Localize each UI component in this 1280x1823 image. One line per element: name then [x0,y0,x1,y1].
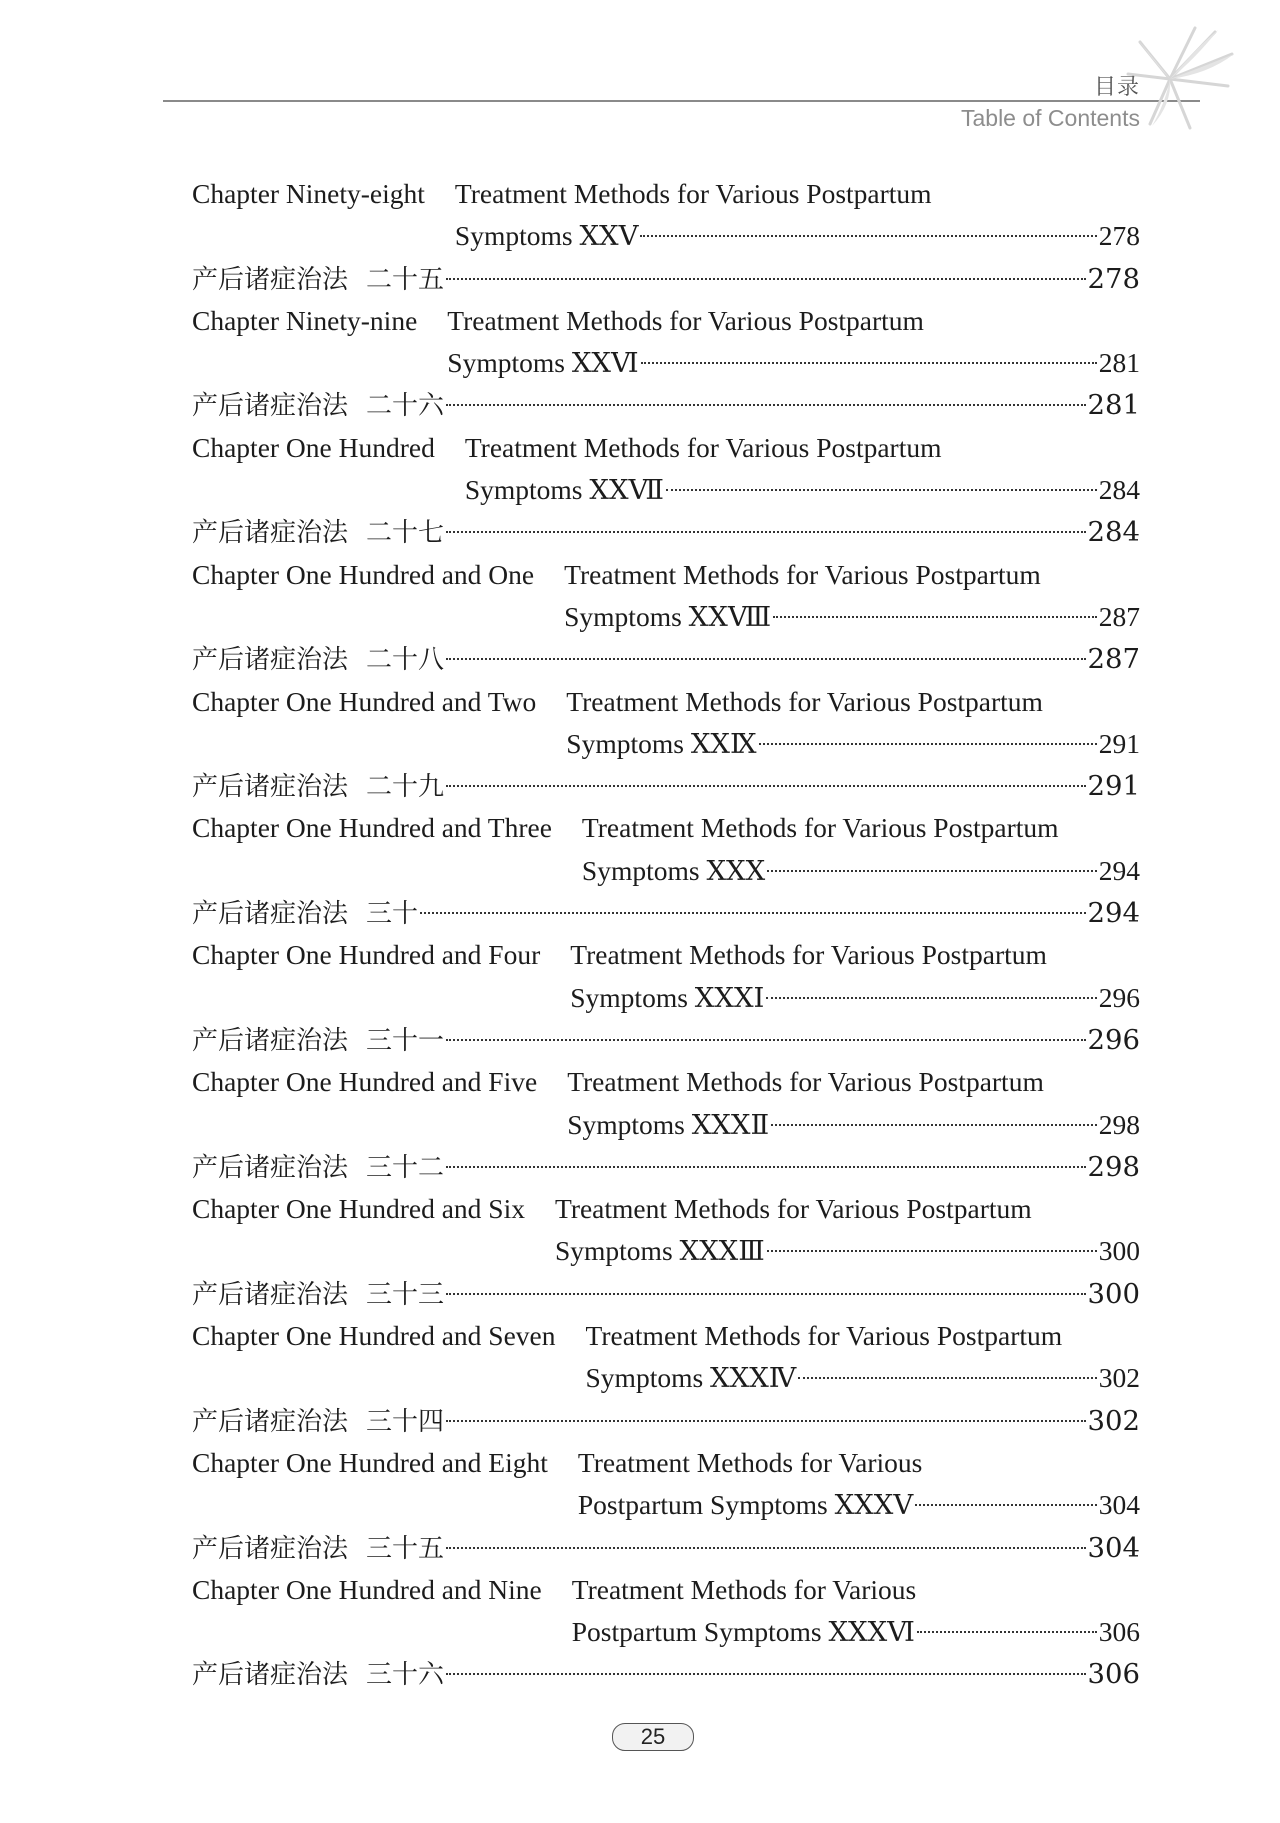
chapter-number: Chapter One Hundred and Eight [192,1446,548,1478]
chinese-number: 二十八 [366,645,445,676]
toc-entry[interactable] [192,934,1140,1061]
chapter-page: 291 [1098,727,1140,759]
toc-chinese-line [192,258,1140,300]
toc-chinese-line [192,638,1140,680]
toc-entry[interactable] [192,1569,1140,1696]
chapter-page: 284 [1098,474,1140,506]
chapter-title-line1: Treatment Methods for Various Postpartum [454,178,932,209]
chinese-number: 三十四 [366,1406,445,1437]
chapter-title-line1: Treatment Methods for Various Postpartum [581,812,1059,844]
chapter-page: 304 [1098,1489,1140,1521]
chinese-number: 三十六 [366,1660,445,1691]
dot-leader [771,1124,1097,1126]
chapter-title-line2: Symptoms ⅩⅩⅩ [581,854,766,886]
dot-leader [767,1250,1097,1252]
chinese-page: 284 [1087,516,1140,549]
toc-chapter-line [192,554,1140,596]
chinese-title: 产后诸症治法 [192,264,349,295]
chinese-page: 302 [1087,1404,1140,1437]
toc-chinese-line [192,1019,1140,1061]
toc-chapter-line [192,1442,1140,1484]
chapter-page: 302 [1098,1362,1140,1394]
dot-leader [759,743,1097,745]
toc-entry[interactable] [192,807,1140,934]
toc-chapter-line [192,427,1140,469]
dot-leader [666,489,1097,491]
chapter-title-line2: Symptoms ⅩⅩⅨ [566,727,757,759]
toc-chapter-line [192,173,1140,215]
dot-leader [446,404,1085,406]
chinese-title: 产后诸症治法 [192,518,349,549]
chapter-title-line2: Symptoms ⅩⅩⅤ [454,220,639,252]
toc-chapter-line2 [192,469,1140,511]
toc-chinese-line [192,1527,1140,1569]
chapter-title-line1: Treatment Methods for Various Postpartum [570,939,1047,971]
toc-chapter-line [192,1569,1140,1611]
chapter-title-line1: Treatment Methods for Various Postpartum [447,304,924,336]
toc-chapter-line [192,300,1140,342]
chapter-title-line1: Treatment Methods for Various Postpartum [585,1320,1063,1352]
toc-chinese-line [192,1273,1140,1315]
toc-chinese-line [192,384,1140,426]
chapter-number: Chapter One Hundred and Six [192,1193,525,1225]
chapter-title-line2: Symptoms ⅩⅩⅧ [564,600,772,632]
dot-leader [446,531,1085,533]
chapter-number: Chapter One Hundred and Two [192,685,537,717]
chapter-page: 278 [1098,220,1140,252]
chinese-page: 291 [1087,770,1140,803]
page-number: 25 [612,1723,694,1751]
dot-leader [420,912,1085,914]
toc-chinese-line [192,892,1140,934]
chapter-number: Chapter One Hundred and Four [192,939,541,971]
chinese-number: 二十七 [366,518,445,549]
chapter-title-line2: Symptoms ⅩⅩⅩⅠ [570,981,765,1013]
chinese-number: 三十 [366,899,419,930]
chinese-number: 三十二 [366,1152,445,1183]
toc-entry[interactable] [192,554,1140,681]
chinese-page: 300 [1087,1277,1140,1310]
chinese-number: 二十六 [366,391,445,422]
toc-chinese-line [192,1146,1140,1188]
chapter-page: 296 [1098,981,1140,1013]
toc-chinese-line [192,765,1140,807]
chinese-page: 298 [1087,1150,1140,1183]
chapter-number: Chapter One Hundred and Five [192,1066,538,1098]
toc-chapter-line [192,1188,1140,1230]
chapter-title-line1: Treatment Methods for Various Postpartum [564,558,1041,590]
chapter-number: Chapter One Hundred [192,431,435,463]
header-title-english: Table of Contents [960,105,1140,131]
chapter-title-line2: Symptoms ⅩⅩⅦ [464,474,665,506]
chapter-title-line1: Treatment Methods for Various Postpartum [464,431,942,463]
toc-chapter-line2 [192,1484,1140,1526]
dot-leader [446,1166,1085,1168]
chinese-page: 281 [1087,389,1140,422]
dot-leader [917,1631,1097,1633]
toc-chapter-line [192,681,1140,723]
chapter-page: 300 [1098,1235,1140,1267]
chinese-page: 296 [1087,1023,1140,1056]
chapter-title-line2: Symptoms ⅩⅩⅩⅡ [567,1108,770,1140]
header-title-chinese: 目录 [1093,75,1140,100]
toc-chapter-line2 [192,723,1140,765]
chinese-page: 287 [1087,643,1140,676]
toc-chapter-line2 [192,1357,1140,1399]
header-rule [163,100,1200,102]
toc-chapter-line2 [192,1611,1140,1653]
dot-leader [446,278,1085,280]
chapter-number: Chapter One Hundred and Nine [192,1573,542,1605]
chinese-number: 三十五 [366,1533,445,1564]
dot-leader [641,362,1097,364]
chapter-page: 287 [1098,600,1140,632]
toc-chapter-line [192,934,1140,976]
toc-chapter-line2 [192,215,1140,257]
chapter-number: Chapter One Hundred and One [192,558,535,590]
toc-chapter-line [192,1061,1140,1103]
chinese-title: 产后诸症治法 [192,1025,349,1056]
dot-leader [446,658,1085,660]
chinese-title: 产后诸症治法 [192,1152,349,1183]
toc-entry[interactable] [192,173,1140,300]
chapter-page: 298 [1098,1108,1140,1140]
chinese-title: 产后诸症治法 [192,391,349,422]
toc-chapter-line2 [192,850,1140,892]
dot-leader [446,1673,1085,1675]
toc-entry[interactable] [192,1061,1140,1188]
chinese-title: 产后诸症治法 [192,1660,349,1691]
toc-chapter-line [192,807,1140,849]
dot-leader [640,235,1096,237]
chinese-number: 二十五 [366,264,445,295]
dot-leader [446,1293,1085,1295]
toc-entry[interactable] [192,300,1140,427]
toc-chapter-line2 [192,342,1140,384]
chapter-title-line1: Treatment Methods for Various Postpartum [554,1193,1032,1225]
toc-chapter-line2 [192,977,1140,1019]
chapter-number: Chapter One Hundred and Three [192,812,552,844]
chapter-page: 294 [1098,854,1140,886]
chinese-title: 产后诸症治法 [192,1279,349,1310]
toc-entry[interactable] [192,427,1140,554]
chapter-title-line1: Treatment Methods for Various [571,1573,917,1605]
dot-leader [446,785,1085,787]
toc-chapter-line [192,1315,1140,1357]
chapter-title-line1: Treatment Methods for Various [577,1446,923,1478]
chinese-title: 产后诸症治法 [192,1406,349,1437]
chapter-page: 281 [1098,347,1140,379]
chinese-page: 294 [1087,897,1140,930]
chapter-title-line1: Treatment Methods for Various Postpartum [566,685,1043,717]
chapter-number: Chapter One Hundred and Seven [192,1320,556,1352]
chinese-page: 306 [1087,1658,1140,1691]
dot-leader [798,1377,1096,1379]
chapter-page: 306 [1098,1616,1140,1648]
chinese-number: 三十三 [366,1279,445,1310]
chinese-page: 304 [1087,1531,1140,1564]
toc-chinese-line [192,511,1140,553]
toc-chapter-line2 [192,596,1140,638]
dot-leader [915,1504,1097,1506]
dot-leader [446,1547,1085,1549]
chapter-number: Chapter Ninety-eight [192,178,425,209]
chapter-title-line2: Symptoms ⅩⅩⅩⅢ [554,1235,765,1267]
toc-chapter-line2 [192,1230,1140,1272]
table-of-contents [192,173,1140,1696]
chinese-title: 产后诸症治法 [192,645,349,676]
chinese-page: 278 [1087,262,1140,295]
dot-leader [766,997,1096,999]
toc-entry[interactable] [192,1442,1140,1569]
chinese-number: 三十一 [366,1025,445,1056]
chapter-title-line2: Postpartum Symptoms ⅩⅩⅩⅤ [577,1489,914,1521]
chapter-title-line2: Symptoms ⅩⅩⅥ [447,347,639,379]
chapter-title-line1: Treatment Methods for Various Postpartum [567,1066,1044,1098]
chinese-number: 二十九 [366,772,445,803]
dot-leader [773,616,1097,618]
toc-entry[interactable] [192,1188,1140,1315]
chinese-title: 产后诸症治法 [192,772,349,803]
toc-chinese-line [192,1653,1140,1695]
chinese-title: 产后诸症治法 [192,899,349,930]
toc-entry[interactable] [192,681,1140,808]
chapter-number: Chapter Ninety-nine [192,304,418,336]
dot-leader [446,1039,1085,1041]
chinese-title: 产后诸症治法 [192,1533,349,1564]
toc-chapter-line2 [192,1104,1140,1146]
toc-entry[interactable] [192,1315,1140,1442]
dot-leader [767,870,1097,872]
toc-chinese-line [192,1400,1140,1442]
chapter-title-line2: Symptoms ⅩⅩⅩⅣ [585,1362,797,1394]
dot-leader [446,1420,1085,1422]
chapter-title-line2: Postpartum Symptoms ⅩⅩⅩⅥ [571,1616,915,1648]
